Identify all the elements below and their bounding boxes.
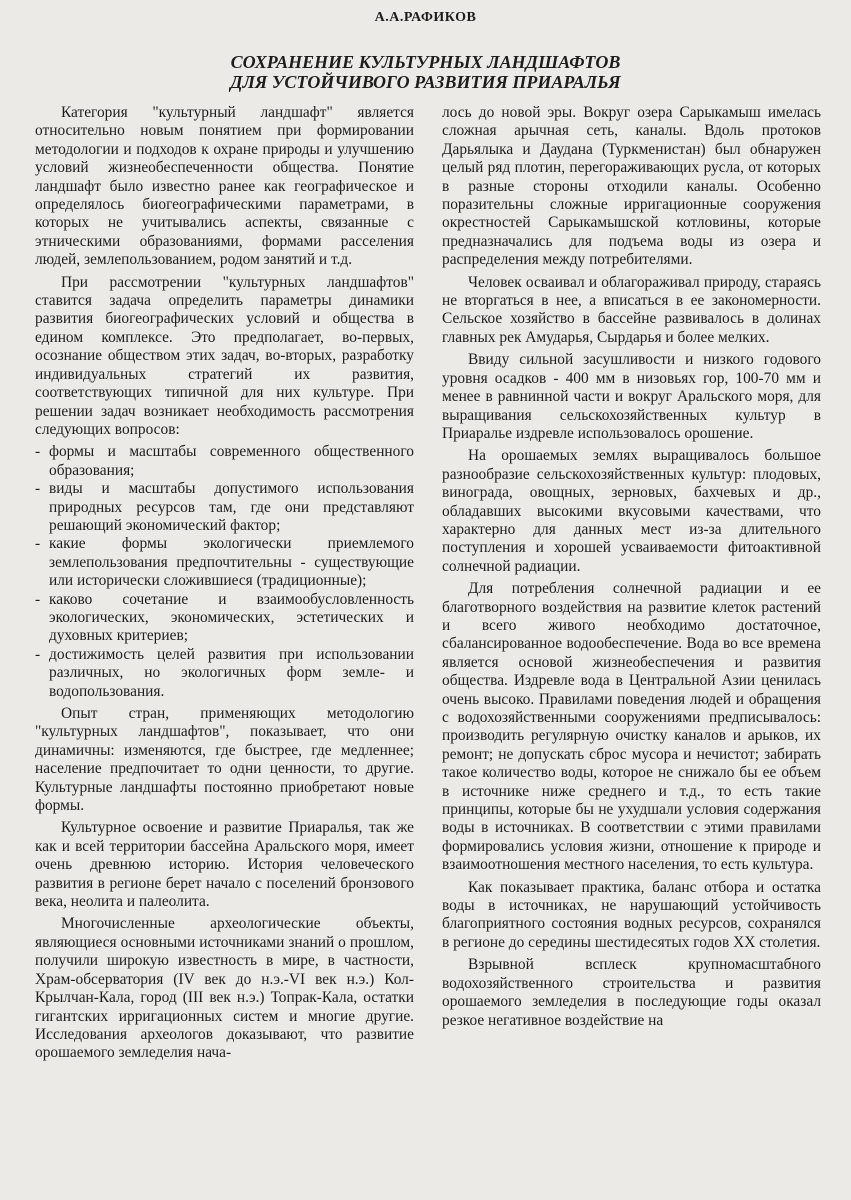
paragraph: При рассмотрении "культурных ландшафтов" ставится задача определить параметры динамики развития биогеографических условий и общества в едином комплексе. Это предполагает, во-первых, осознание обществом этих задач, во-вторых, разработку индивидуальных стратегий их развития, соответствующих типичной для них культуре. При решении задач возникает необходимость рассмотрения следующих вопросов:	[35, 273, 414, 438]
paragraph: Многочисленные археологические объекты, являющиеся основными источниками знаний о прошлом, получили широкую известность в мире, в частности, Храм-обсерватория (IV век до н.э.-VI век н.э.) Кол-Крылчан-Кала, город (III век н.э.) Топрак-Кала, остатки гигантских ирригационных систем и многие другие. Исследования археологов доказывают, что развитие орошаемого земледелия нача-	[35, 915, 414, 1062]
title-line-1: СОХРАНЕНИЕ КУЛЬТУРНЫХ ЛАНДШАФТОВ	[230, 52, 621, 72]
paragraph: лось до новой эры. Вокруг озера Сарыкамыш имелась сложная арычная сеть, каналы. Вдоль протоков Дарьялыка и Даудана (Туркменистан) был обнаружен целый ряд плотин, перегораживающих русла, от которых в разные стороны отходили каналы. Особенно поразительны сложные ирригационные сооружения окрестностей Сарыкамышской котловины, которые предназначались для подъема воды из озера и распределения между потребителями.	[442, 104, 821, 269]
issues-list	[35, 443, 414, 701]
list-item: - каково сочетание и взаимообусловленность экологических, экономических, эстетических и духовных критериев;	[35, 591, 414, 646]
paragraph: На орошаемых землях выращивалось большое разнообразие сельскохозяйственных культур: плодовых, винограда, овощных, зерновых, бахчевых и др., обладавших высокими вкусовыми качествами, что характерно для данных мест из-за длительного поступления и хорошей усваиваемости фитоактивной солнечной радиации.	[442, 447, 821, 575]
paragraph: Для потребления солнечной радиации и ее благотворного воздействия на развитие клеток растений и всего живого необходимо достаточное, сбалансированное водообеспечение. Вода во все времена является основой жизнеобеспечения и развития общества. Издревле вода в Центральной Азии ценилась очень высоко. Правилами поведения людей и обращения с водохозяйственными сооружениями предписывалось: производить регулярную очистку каналов и арыков, их ремонт; не допускать сброс мусора и нечистот; забирать такое количество воды, которое не снижало бы ее объем в источнике ниже среднего и т.д., то есть такие принципы, которые бы не ухудшали условия содержания воды в источниках. В соответствии с этими правилами формировались условия жизни, отношение к природе и взаимоотношения местного населения, то есть культура.	[442, 580, 821, 874]
paragraph: Культурное освоение и развитие Приаралья, так же как и всей территории бассейна Аральского моря, имеет очень древнюю историю. История человеческого развития в регионе берет начало с поселений бронзового века, неолита и палеолита.	[35, 819, 414, 911]
author-name: А.А.РАФИКОВ	[374, 10, 477, 25]
paragraph: Человек осваивал и облагораживал природу, стараясь не вторгаться в нее, а вписаться в ее закономерности. Сельское хозяйство в бассейне развивалось в долинах главных рек Амударья, Сырдарья и более мелких.	[442, 273, 821, 346]
text-columns	[35, 104, 821, 1067]
list-item: - какие формы экологически приемлемого землепользования предпочтительны - существующие или исторически сложившиеся (традиционные);	[35, 535, 414, 590]
right-column	[442, 104, 821, 1067]
left-column	[35, 104, 414, 1067]
paragraph: Ввиду сильной засушливости и низкого годового уровня осадков - 400 мм в низовьях гор, 100-70 мм и менее в равнинной части и вокруг Аральского моря, для выращивания сельскохозяйственных культур в Приаралье издревле использовалось орошение.	[442, 351, 821, 442]
article-title	[0, 52, 851, 92]
list-item: - формы и масштабы современного общественного образования;	[35, 443, 414, 480]
paragraph: Взрывной всплеск крупномасштабного водохозяйственного строительства и развития орошаемого земледелия в последующие годы оказал резкое негативное воздействие на	[442, 956, 821, 1029]
title-line-2: ДЛЯ УСТОЙЧИВОГО РАЗВИТИЯ ПРИАРАЛЬЯ	[230, 72, 621, 92]
paragraph: Опыт стран, применяющих методологию "культурных ландшафтов", показывает, что они динамичны: изменяются, где быстрее, где медленнее; население предпочитает то одни ценности, то другие. Культурные ландшафты постоянно приобретают новые формы.	[35, 705, 414, 815]
list-item: - виды и масштабы допустимого использования природных ресурсов там, где они представляют решающий экономический фактор;	[35, 480, 414, 535]
paragraph: Категория "культурный ландшафт" является относительно новым понятием при формировании методологии и подходов к охране природы и улучшению условий жизнеобеспеченности общества. Понятие ландшафт было известно ранее как географическое и определялось биогеографическими параметрами, в которых не учитывались аспекты, связанные с этническими образованиями, формами расселения людей, землепользованием, родом занятий и т.д.	[35, 104, 414, 269]
list-item: - достижимость целей развития при использовании различных, но экологичных форм земле- и водопользования.	[35, 646, 414, 701]
paragraph: Как показывает практика, баланс отбора и остатка воды в источниках, не нарушающий устойчивость благоприятного состояния водных ресурсов, сохранялся в регионе до середины шестидесятых годов XX столетия.	[442, 878, 821, 951]
